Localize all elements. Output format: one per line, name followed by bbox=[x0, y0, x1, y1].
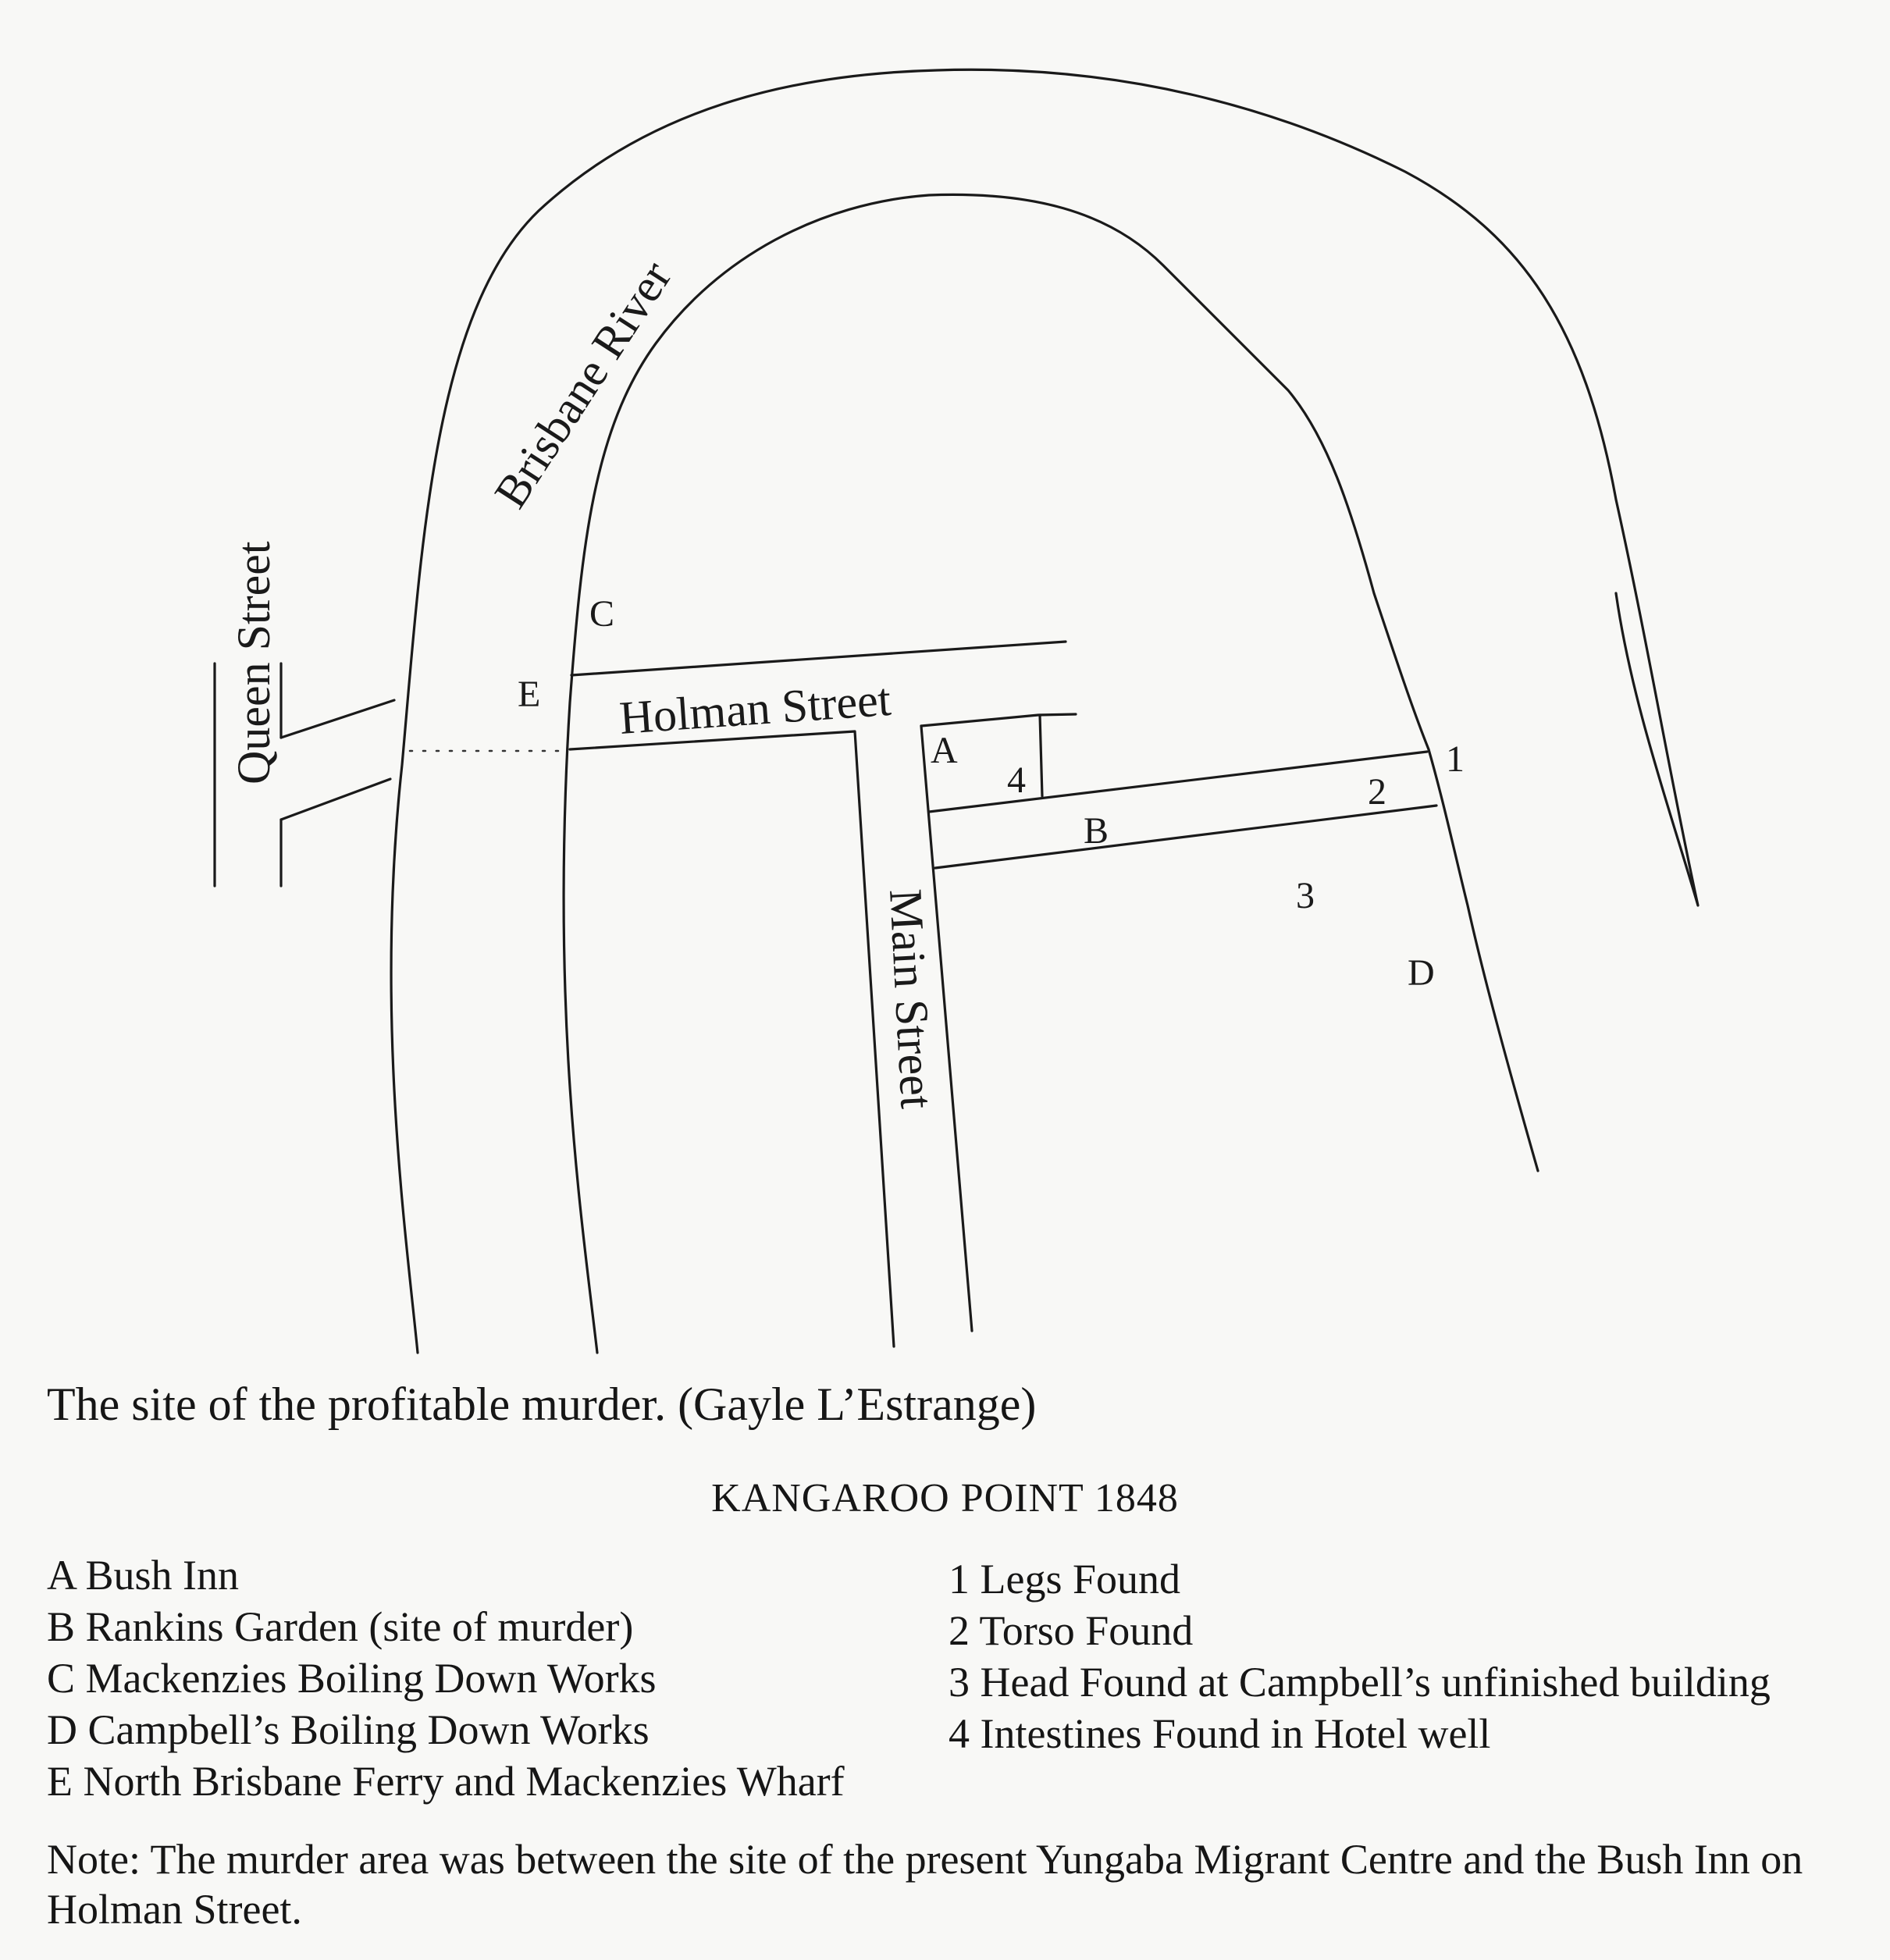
queen-street-label: Queen Street bbox=[228, 541, 279, 784]
ferry-road-bottom bbox=[281, 779, 390, 820]
legend-item-2: 2 Torso Found bbox=[949, 1607, 1194, 1654]
rankins-lane-top bbox=[929, 752, 1427, 812]
map-note: Note: The murder area was between the site of the present Yungaba Migrant Centre and the Bush Inn on Holman Street. bbox=[47, 1836, 1803, 1933]
legend-number-list bbox=[949, 1553, 1771, 1759]
ferry-road-top bbox=[281, 700, 394, 738]
legend-item-1: 1 Legs Found bbox=[949, 1556, 1180, 1603]
holman-street-bottom-edge bbox=[570, 731, 894, 1346]
river-outer-bank bbox=[391, 69, 1698, 1353]
bush-inn-divider bbox=[1040, 715, 1042, 796]
legend-item-b: B Rankins Garden (site of murder) bbox=[47, 1603, 634, 1650]
legend-item-4: 4 Intestines Found in Hotel well bbox=[949, 1710, 1491, 1757]
river-inner-bank bbox=[564, 194, 1538, 1353]
legend-letter-list bbox=[47, 1549, 845, 1807]
marker-e: E bbox=[518, 674, 541, 715]
legend-item-e: E North Brisbane Ferry and Mackenzies Wharf bbox=[47, 1758, 845, 1805]
marker-2: 2 bbox=[1368, 771, 1386, 813]
holman-street-label: Holman Street bbox=[618, 673, 893, 744]
marker-4: 4 bbox=[1007, 759, 1026, 801]
river-label: Brisbane River bbox=[484, 251, 682, 518]
rankins-lane-bottom bbox=[935, 806, 1436, 868]
marker-a: A bbox=[931, 730, 958, 771]
holman-street-top-edge bbox=[571, 642, 1066, 675]
marker-b: B bbox=[1084, 810, 1109, 852]
legend-item-a: A Bush Inn bbox=[47, 1552, 240, 1599]
map-caption: The site of the profitable murder. (Gayle L’Estrange) bbox=[47, 1378, 1037, 1430]
marker-3: 3 bbox=[1296, 875, 1315, 916]
marker-d: D bbox=[1408, 952, 1435, 994]
marker-c: C bbox=[589, 593, 615, 635]
legend-title bbox=[0, 1475, 1890, 1521]
bush-inn-block bbox=[921, 714, 1076, 726]
legend-item-c: C Mackenzies Boiling Down Works bbox=[47, 1655, 657, 1702]
marker-1: 1 bbox=[1446, 738, 1465, 780]
legend-item-d: D Campbell’s Boiling Down Works bbox=[47, 1706, 650, 1753]
legend-title-text: KANGAROO POINT 1848 bbox=[711, 1476, 1179, 1521]
main-street-label: Main Street bbox=[880, 888, 943, 1110]
legend-item-3: 3 Head Found at Campbell’s unfinished building bbox=[949, 1659, 1771, 1706]
